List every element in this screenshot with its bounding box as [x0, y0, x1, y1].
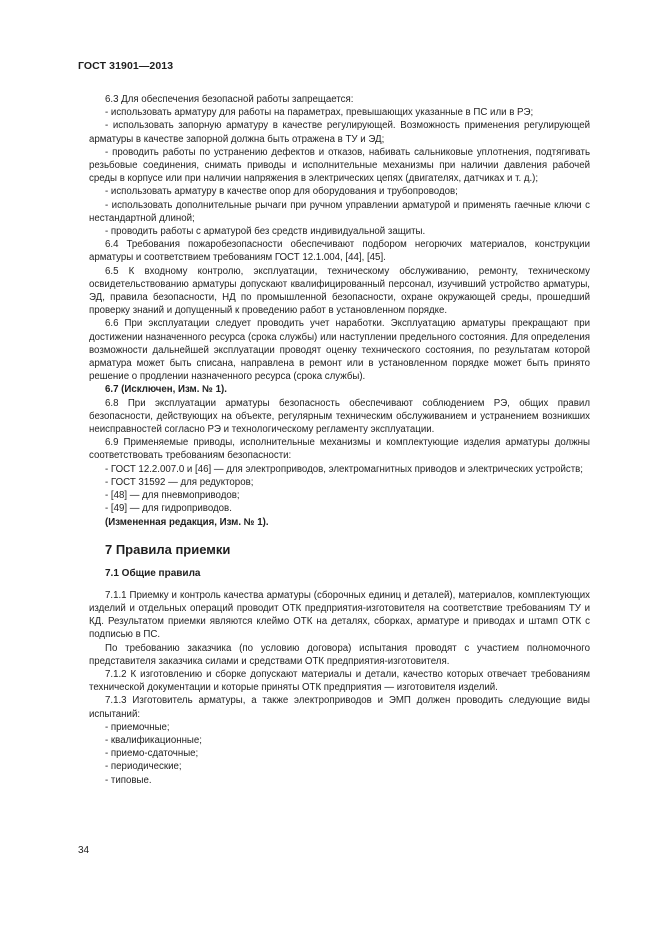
list-item: - использовать дополнительные рычаги при ручном управлении арматурой и применять гаечные ключи с нестандартной длиной;	[89, 199, 590, 224]
subsection-heading-7-1: 7.1 Общие правила	[105, 567, 201, 579]
amendment-note: (Измененная редакция, Изм. № 1).	[105, 516, 269, 528]
paragraph: По требованию заказчика (по условию договора) испытания проводят с участием полномочного представителя заказчика силами и средствами ОТК предприятия-изготовителя.	[89, 642, 590, 667]
list-item: - проводить работы с арматурой без средств индивидуальной защиты.	[105, 226, 426, 238]
list-item: - [49] — для гидроприводов.	[105, 503, 232, 515]
paragraph-6-5: 6.5 К входному контролю, эксплуатации, техническому обслуживанию, ремонту, техническому освидетельствованию арматуры допускают квалифицированный персонал, изучивший устройство арматуры, ЭД, правила безопасности, НД по промышленной безопасности, охране окружающей среды, прошедший проверку знаний и допущенный к проведению работ в установленном порядке.	[89, 265, 590, 317]
paragraph-6-7: 6.7 (Исключен, Изм. № 1).	[105, 384, 227, 396]
list-item: - использовать запорную арматуру в качестве регулирующей. Возможность применения регулирующей арматуры в качестве запорной должна быть отражена в ТУ и ЭД;	[89, 120, 590, 145]
paragraph-7-1-3: 7.1.3 Изготовитель арматуры, а также электроприводов и ЭМП должен проводить следующие виды испытаний:	[89, 695, 590, 720]
list-item: - использовать арматуру в качестве опор для оборудования и трубопроводов;	[105, 186, 458, 198]
paragraph-6-4: 6.4 Требования пожаробезопасности обеспечивают подбором негорючих материалов, конструкции арматуры и соответствием требованиям ГОСТ 12.1.004, [44], [45].	[89, 239, 590, 264]
paragraph-6-8: 6.8 При эксплуатации арматуры безопасность обеспечивают соблюдением РЭ, общих правил безопасности, действующих на объекте, регулярным техническим обслуживанием и устранением возникших неисправностей согласно РЭ и технологическому регламенту эксплуатации.	[89, 397, 590, 436]
list-item: - приемо-сдаточные;	[105, 748, 199, 760]
paragraph-6-9: 6.9 Применяемые приводы, исполнительные механизмы и комплектующие изделия арматуры должны соответствовать требованиям безопасности:	[89, 437, 590, 462]
list-item: - использовать арматуру для работы на параметрах, превышающих указанные в ПС или в РЭ;	[105, 107, 534, 119]
list-item: - приемочные;	[105, 721, 170, 733]
paragraph-6-6: 6.6 При эксплуатации следует проводить учет наработки. Эксплуатацию арматуры прекращают при достижении назначенного ресурса (срока службы) или наступлении предельного состояния. Для определения возможности дальнейшей эксплуатации проводят оценку технического состояния, по результатам которой арматура может быть списана, направлена в ремонт или в установленном порядке может быть принято решение о продлении назначенного ресурса (срока службы).	[89, 318, 590, 383]
list-item: - периодические;	[105, 761, 182, 773]
section-heading-7: 7 Правила приемки	[105, 541, 231, 557]
paragraph-6-3: 6.3 Для обеспечения безопасной работы запрещается:	[105, 94, 354, 105]
page-number: 34	[78, 845, 90, 856]
list-item: - ГОСТ 12.2.007.0 и [46] — для электроприводов, электромагнитных приводов и электрических устройств;	[105, 463, 583, 475]
document-code-header: ГОСТ 31901—2013	[78, 60, 174, 72]
list-item: - [48] — для пневмоприводов;	[105, 490, 240, 502]
paragraph-7-1-2: 7.1.2 К изготовлению и сборке допускают материалы и детали, качество которых отвечает требованиям технической документации и которые приняты ОТК предприятия — изготовителя изделий.	[89, 668, 590, 694]
list-item: - ГОСТ 31592 — для редукторов;	[105, 476, 254, 488]
list-item: - квалификационные;	[105, 734, 202, 746]
paragraph-7-1-1: 7.1.1 Приемку и контроль качества арматуры (сборочных единиц и деталей), материалов, комплектующих изделий и отдельных операций проводит ОТК предприятия-изготовителя на соответствие требованиям ТУ и КД. Результатом приемки являются клеймо ОТК на деталях, сборках, арматуре и приводах и штамп ОТК с подписью в ПС.	[89, 589, 590, 641]
list-item: - проводить работы по устранению дефектов и отказов, набивать сальниковые уплотнения, подтягивать резьбовые соединения, снимать приводы и исполнительные механизмы при наличии давления рабочей среды в корпусе или при наличии напряжения в электрических цепях (двигателях, датчиках и т. д.);	[89, 146, 590, 185]
list-item: - типовые.	[105, 774, 152, 786]
page-body	[89, 93, 590, 787]
